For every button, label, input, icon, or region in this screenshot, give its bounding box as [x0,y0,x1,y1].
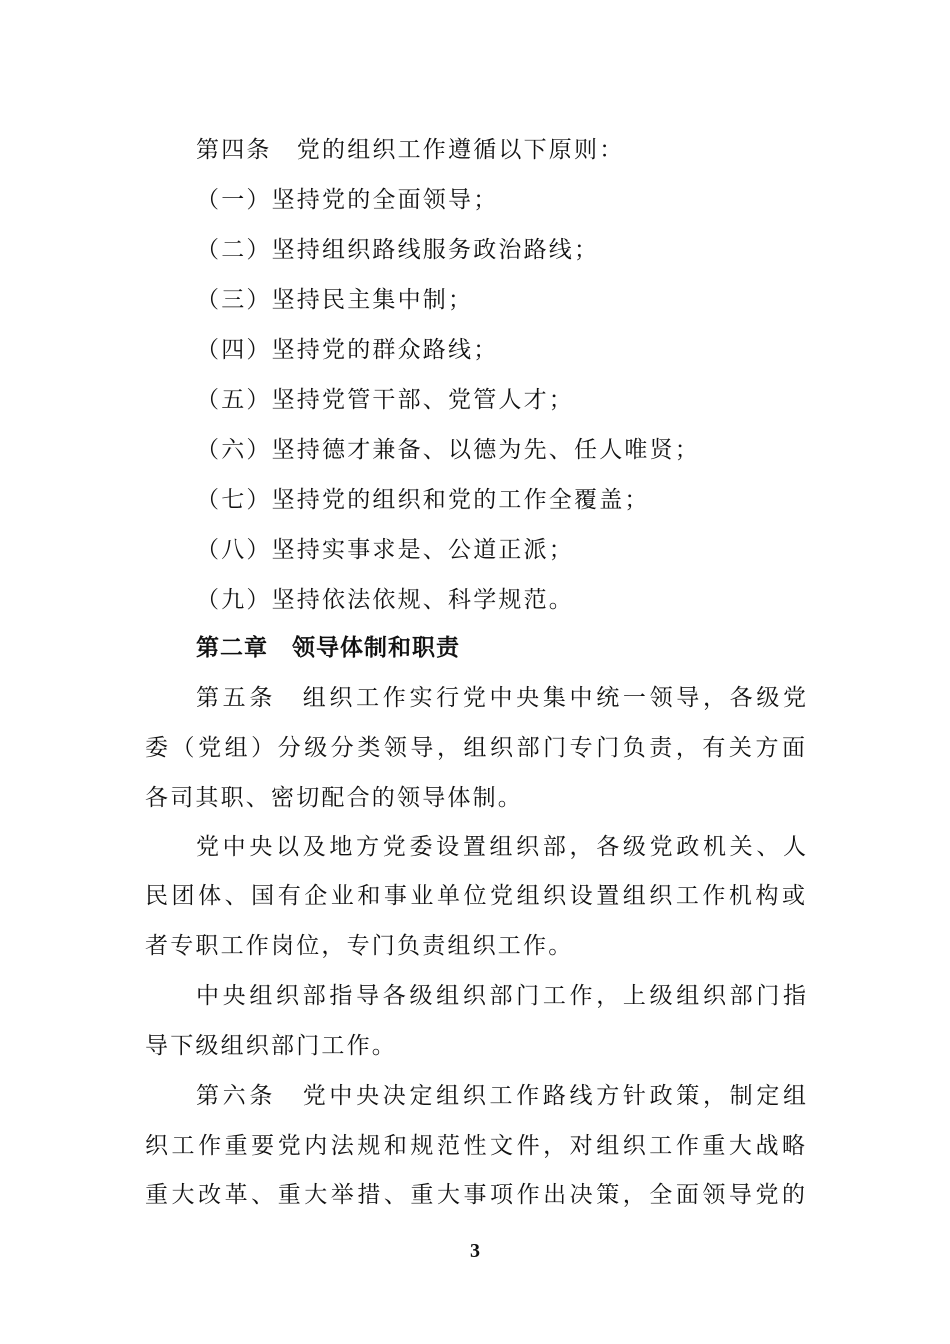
article-5-line-2: 委（党组）分级分类领导，组织部门专门负责，有关方面 [145,735,805,761]
article-5-p3-line-1: 中央组织部指导各级组织部门工作，上级组织部门指 [196,983,806,1009]
article-5-p2-line-2: 民团体、国有企业和事业单位党组织设置组织工作机构或 [145,883,805,909]
article-5-line-3: 各司其职、密切配合的领导体制。 [145,785,523,811]
principle-item-2: （二）坚持组织路线服务政治路线； [196,237,600,263]
article-6-line-1: 第六条 党中央决定组织工作路线方针政策，制定组 [196,1083,806,1109]
principle-item-7: （七）坚持党的组织和党的工作全覆盖； [196,487,650,513]
chapter-2-heading: 第二章 领导体制和职责 [196,635,460,661]
article-5-line-1: 第五条 组织工作实行党中央集中统一领导，各级党 [196,685,806,711]
principle-item-6: （六）坚持德才兼备、以德为先、任人唯贤； [196,437,700,463]
principle-item-3: （三）坚持民主集中制； [196,287,474,313]
article-4-title: 第四条 党的组织工作遵循以下原则： [196,137,625,163]
article-5-p2-line-3: 者专职工作岗位，专门负责组织工作。 [145,933,574,959]
principle-item-5: （五）坚持党管干部、党管人才； [196,387,574,413]
principle-item-4: （四）坚持党的群众路线； [196,337,499,363]
article-5-p2-line-1: 党中央以及地方党委设置组织部，各级党政机关、人 [196,834,806,860]
principle-item-8: （八）坚持实事求是、公道正派； [196,537,574,563]
article-6-line-2: 织工作重要党内法规和规范性文件，对组织工作重大战略 [145,1133,805,1159]
article-5-p3-line-2: 导下级组织部门工作。 [145,1033,397,1059]
page-number: 3 [470,1240,480,1262]
article-6-line-3: 重大改革、重大举措、重大事项作出决策，全面领导党的 [145,1182,805,1208]
principle-item-9: （九）坚持依法依规、科学规范。 [196,587,574,613]
principle-item-1: （一）坚持党的全面领导； [196,187,499,213]
